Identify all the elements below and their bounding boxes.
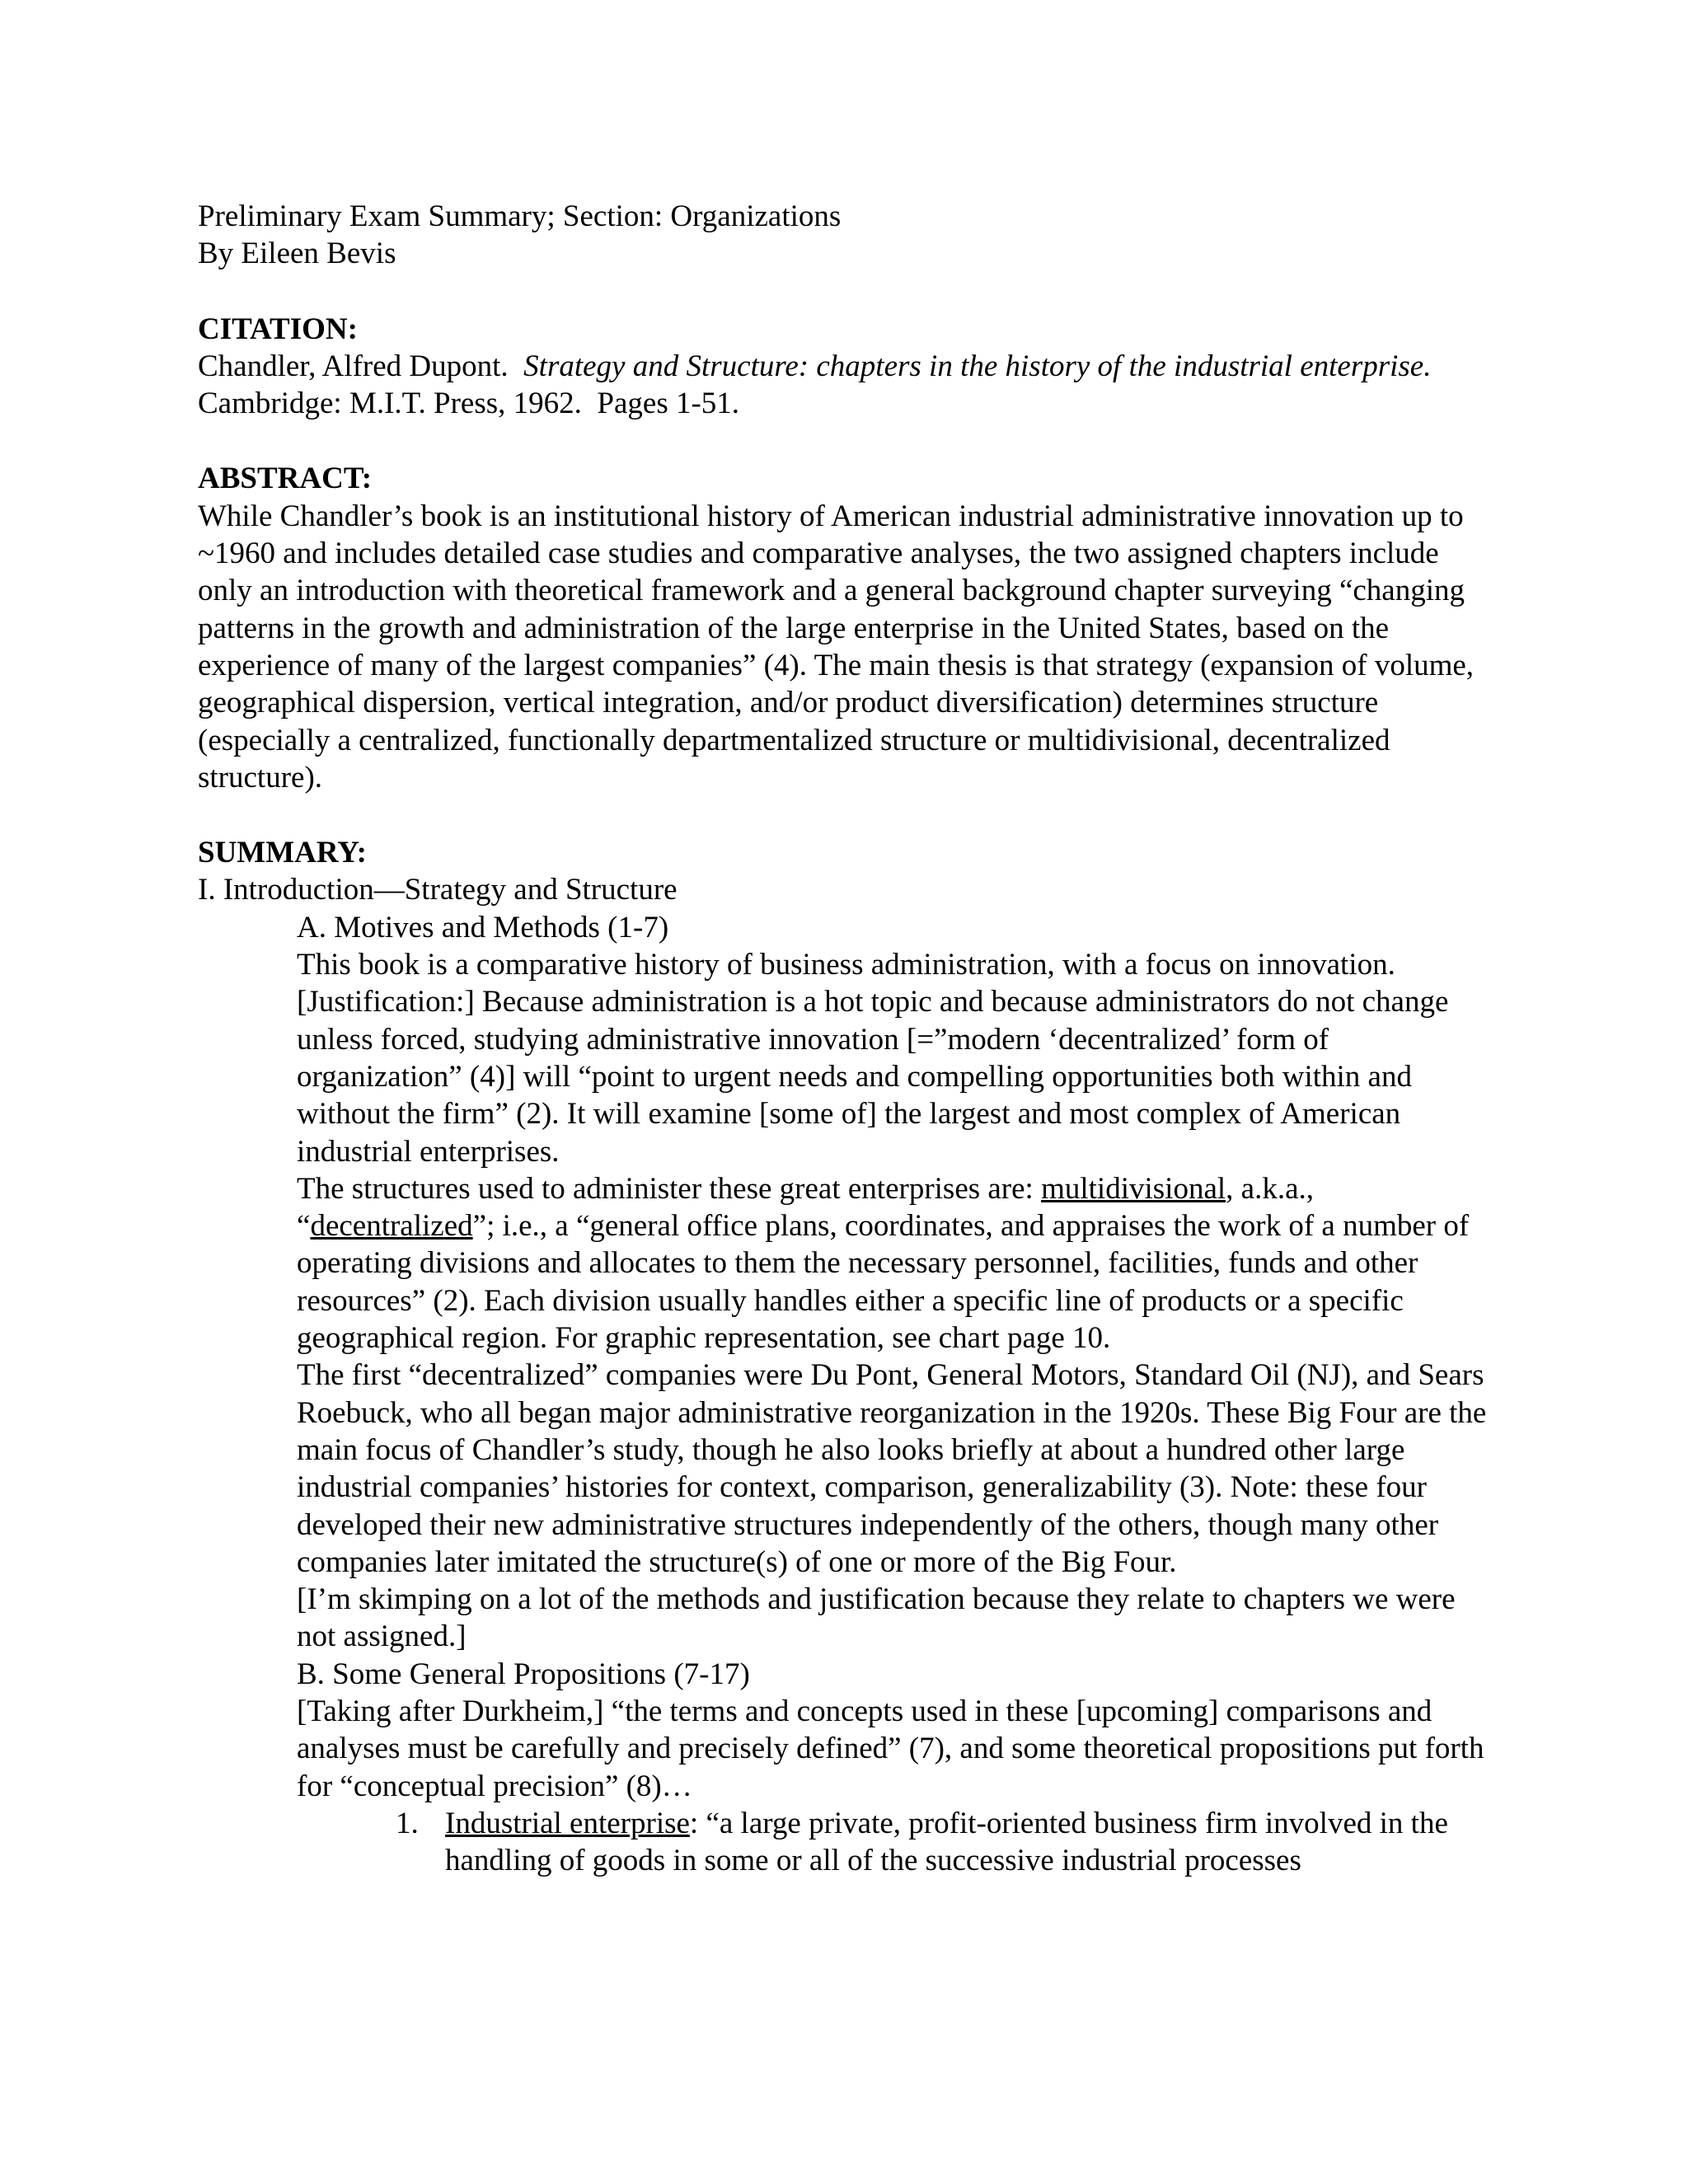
term-industrial-enterprise: Industrial enterprise xyxy=(445,1806,690,1840)
summary-section-1-heading: I. Introduction—Strategy and Structure xyxy=(198,873,678,907)
abstract-text: While Chandler’s book is an institutional history of American industrial administrative innovation up to ~1960 and includes detailed case studies and comparative analyses, the two assigned chapters include only an introduction with theoretical framework and a general background chapter surveying “changing patterns in the growth and administration of the large enterprise in the United States, based on the experience of many of the largest companies” (4). The main thesis is that strategy (expansion of volume, geographical dispersion, vertical integration, and/or product diversification) determines structure (especially a centralized, functionally departmentalized structure or multidivisional, decentralized structure). xyxy=(198,499,1475,794)
subsection-b-heading: B. Some General Propositions (7-17) xyxy=(297,1657,750,1691)
subsection-a-paragraph-2 xyxy=(297,1170,1500,1357)
subsection-a-heading: A. Motives and Methods (1-7) xyxy=(297,910,669,944)
subsection-a-paragraph-4: [I’m skimping on a lot of the methods and justification because they relate to chapters we were not assigned.] xyxy=(297,1582,1456,1654)
spacer xyxy=(198,796,1500,834)
spacer xyxy=(198,273,1500,311)
subsection-a-paragraph-3: The first “decentralized” companies were Du Pont, General Motors, Standard Oil (NJ), and Sears Roebuck, who all began major administrative reorganization in the 1920s. These Big Four are the main focus of Chandler’s study, though he also looks briefly at about a hundred other large industrial companies’ histories for context, comparison, generalizability (3). Note: these four developed their new administrative structures independently of the others, though many other companies later imitated the structure(s) of one or more of the Big Four. xyxy=(297,1358,1487,1579)
list-item xyxy=(198,1805,1500,1880)
term-multidivisional: multidivisional xyxy=(1041,1171,1226,1206)
document-page xyxy=(198,198,1500,1879)
document-author-line: By Eileen Bevis xyxy=(198,237,396,271)
list-item-text xyxy=(445,1805,1500,1880)
citation-book-title: Strategy and Structure: chapters in the history of the industrial enterprise. xyxy=(523,349,1432,383)
citation-author: Chandler, Alfred Dupont. xyxy=(198,349,509,383)
term-decentralized: decentralized xyxy=(310,1209,473,1244)
paragraph-text: The structures used to administer these great enterprises are: xyxy=(297,1171,1042,1206)
paragraph-text: ”; i.e., a “general office plans, coordinates, and appraises the work of a number of operating divisions and allocates to them the necessary personnel, facilities, funds and other resources” (2). Each division usually handles either a specific line of products or a specific geographical region. For graphic representation, see chart page 10. xyxy=(297,1209,1470,1356)
list-item-definition: : “a large private, profit-oriented business firm involved in the handling of goods in some or all of the successive industrial processes xyxy=(445,1806,1448,1878)
subsection-a-paragraph-1: This book is a comparative history of business administration, with a focus on innovation. [Justification:] Because administration is a hot topic and because administrators do not change unless forced, studying administrative innovation [=”modern ‘decentralized’ form of organization” (4)] will “point to urgent needs and compelling opportunities both within and without the firm” (2). It will examine [some of] the largest and most complex of American industrial enterprises. xyxy=(297,948,1449,1169)
list-item-number: 1. xyxy=(396,1806,419,1840)
document-title-line: Preliminary Exam Summary; Section: Organizations xyxy=(198,199,842,233)
citation-publisher: Cambridge: M.I.T. Press, 1962. xyxy=(198,387,582,421)
paragraph-text: , a.k.a., “ xyxy=(297,1171,1315,1244)
abstract-heading: ABSTRACT: xyxy=(198,462,373,496)
summary-heading: SUMMARY: xyxy=(198,836,367,870)
citation-pages: Pages 1-51. xyxy=(597,387,740,421)
spacer xyxy=(198,422,1500,460)
section-1-body xyxy=(198,909,1500,1805)
citation-heading: CITATION: xyxy=(198,312,358,346)
citation-text xyxy=(198,348,1500,423)
subsection-b-paragraph-1: [Taking after Durkheim,] “the terms and concepts used in these [upcoming] comparisons and analyses must be carefully and precisely defined” (7), and some theoretical propositions put forth for “conceptual precision” (8)… xyxy=(297,1694,1484,1803)
